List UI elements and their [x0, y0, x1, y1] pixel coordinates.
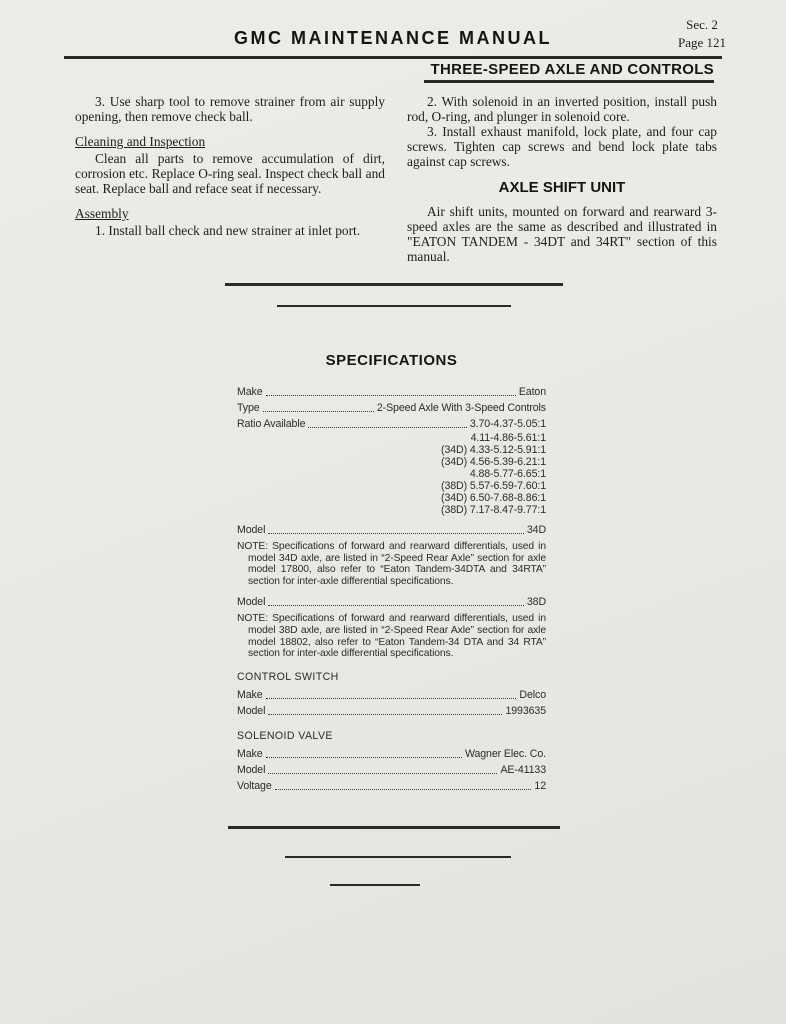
spec-label: Model: [237, 524, 266, 536]
dotted-leader: [266, 395, 516, 396]
ratio-option: (34D) 6.50-7.68-8.86:1: [441, 492, 546, 504]
spec-label: Type: [237, 402, 260, 414]
manual-title: GMC MAINTENANCE MANUAL: [234, 28, 552, 48]
paragraph-step-2: 2. With solenoid in an inverted position, install push rod, O-ring, and plunger in solenoid core.: [407, 94, 717, 124]
spec-row-sv-model: [237, 762, 546, 778]
paragraph-assembly: 1. Install ball check and new strainer at inlet port.: [95, 223, 361, 238]
dotted-leader: [268, 714, 502, 715]
left-column: [75, 94, 385, 264]
spec-value: AE-41133: [500, 763, 546, 776]
header-divider: [64, 56, 722, 59]
paragraph-step-3b: 3. Install exhaust manifold, lock plate, and four cap screws. Tighten cap screws and bend lock plate tabs against cap screws.: [407, 124, 717, 169]
spec-label: Model: [237, 763, 266, 776]
spec-row-model-38d: [237, 594, 546, 610]
dotted-leader: [266, 698, 517, 699]
page-number: Page 121: [677, 35, 726, 50]
spec-value: 12: [534, 779, 546, 792]
divider-mid-long: [225, 283, 563, 286]
spec-value: 3.70-4.37-5.05:1: [469, 418, 546, 430]
spec-row-ratio: [237, 416, 546, 432]
dotted-leader: [268, 533, 524, 534]
paragraph-step-3: 3. Use sharp tool to remove strainer from air supply opening, then remove check ball.: [75, 94, 385, 124]
spec-row-cs-make: [237, 687, 546, 703]
spec-label: Model: [237, 704, 266, 717]
divider-bottom-short: [330, 884, 420, 886]
spec-row-sv-voltage: [237, 778, 546, 794]
spec-label: Ratio Available: [237, 418, 306, 430]
spec-value: Wagner Elec. Co.: [464, 747, 546, 760]
spec-value: 38D: [526, 596, 546, 609]
spec-label: Make: [237, 386, 263, 398]
chapter-title-divider: [424, 80, 714, 83]
ratio-option: (38D) 5.57-6.59-7.60:1: [441, 480, 546, 492]
spec-row-model-34d: [237, 522, 546, 538]
paragraph-cleaning: Clean all parts to remove accumulation of dirt, corrosion etc. Replace O-ring seal. Inspect check ball and seat. Replace ball and reface seat if necessary.: [75, 151, 385, 196]
spec-value: Eaton: [518, 386, 546, 398]
dotted-leader: [266, 757, 462, 758]
spec-row-cs-model: [237, 703, 546, 719]
ratio-option: (38D) 7.17-8.47-9.77:1: [441, 504, 546, 516]
ratio-option: (34D) 4.33-5.12-5.91:1: [441, 444, 546, 456]
spec-row-sv-make: [237, 746, 546, 762]
subsection-heading-cleaning: Cleaning and Inspection: [75, 134, 206, 149]
specifications-block: [237, 352, 546, 794]
ratio-option: 4.88-5.77-6.65:1: [469, 468, 546, 480]
dotted-leader: [308, 427, 466, 428]
spec-value: 2-Speed Axle With 3-Speed Controls: [376, 402, 546, 414]
right-column: [407, 94, 717, 264]
body-columns: [75, 94, 717, 264]
spec-value: 1993635: [505, 704, 546, 717]
spec-label: Make: [237, 747, 263, 760]
divider-bottom-medium: [285, 856, 511, 858]
heading-specifications: SPECIFICATIONS: [325, 352, 458, 369]
divider-bottom-long: [228, 826, 560, 829]
note-model-34d: NOTE: Specifications of forward and rearward differentials, used in model 34D axle, are listed in “2-Speed Rear Axle” section for axle model 17800, also refer to “Eaton Tandem-34DTA and 34RTA” section for inter-axle differential specifications.: [237, 541, 546, 587]
ratio-option: (34D) 4.56-5.39-6.21:1: [441, 456, 546, 468]
ratio-option: 4.11-4.86-5.61:1: [470, 432, 546, 444]
dotted-leader: [275, 789, 532, 790]
paragraph-axle-shift: Air shift units, mounted on forward and rearward 3-speed axles are the same as described and illustrated in "EATON TANDEM - 34DT and 34RT" section of this manual.: [407, 204, 717, 264]
spec-label: Make: [237, 688, 263, 701]
spec-label: Voltage: [237, 779, 272, 792]
dotted-leader: [268, 605, 524, 606]
dotted-leader: [268, 773, 497, 774]
heading-solenoid-valve: SOLENOID VALVE: [237, 729, 333, 742]
dotted-leader: [263, 411, 374, 412]
subsection-heading-assembly: Assembly: [75, 206, 129, 221]
spec-row-make: [237, 384, 546, 400]
heading-axle-shift-unit: AXLE SHIFT UNIT: [498, 179, 626, 196]
spec-label: Model: [237, 596, 266, 609]
spec-value: Delco: [519, 688, 546, 701]
heading-control-switch: CONTROL SWITCH: [237, 670, 339, 683]
section-number: Sec. 2: [686, 17, 718, 32]
divider-mid-short: [277, 305, 511, 307]
chapter-title: THREE-SPEED AXLE AND CONTROLS: [430, 61, 714, 78]
spec-value: 34D: [526, 524, 546, 536]
spec-row-type: [237, 400, 546, 416]
note-model-38d: NOTE: Specifications of forward and rearward differentials, used in model 38D axle, are listed in “2-Speed Rear Axle” section for axle model 18802, also refer to “Eaton Tandem-34 DTA and 34 RTA” section for inter-axle differential specifications.: [237, 613, 546, 660]
